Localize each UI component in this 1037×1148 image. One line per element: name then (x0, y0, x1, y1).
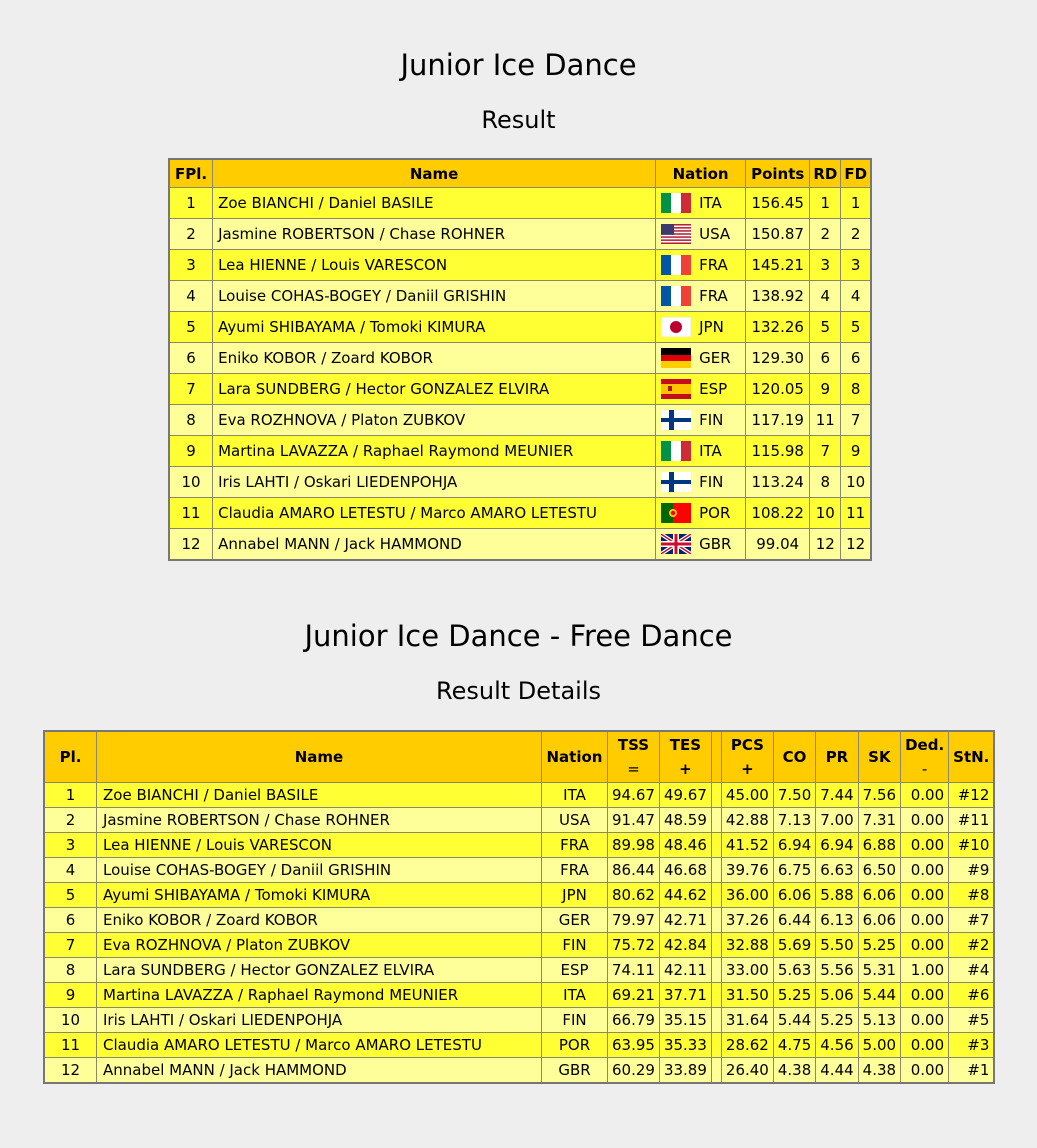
nation-cell: FIN (542, 1008, 608, 1033)
points-cell: 156.45 (746, 188, 810, 219)
pr-cell: 5.88 (816, 883, 858, 908)
fpl-cell: 12 (169, 529, 213, 561)
pcs-cell: 41.52 (721, 833, 773, 858)
co-cell: 4.75 (773, 1033, 815, 1058)
pr-cell: 4.44 (816, 1058, 858, 1084)
fd-cell: 7 (841, 405, 871, 436)
stn-cell: #2 (949, 933, 995, 958)
nation-cell (656, 343, 746, 374)
pr-cell: 6.63 (816, 858, 858, 883)
nation-cell: ITA (542, 783, 608, 808)
tes-label: TES (669, 736, 702, 754)
name-cell: Iris LAHTI / Oskari LIEDENPOHJA (97, 1008, 542, 1033)
nation-code: JPN (699, 318, 724, 336)
tss-cell: 63.95 (608, 1033, 660, 1058)
nation-cell: GER (542, 908, 608, 933)
table-row (169, 250, 871, 281)
fpl-cell: 4 (169, 281, 213, 312)
fpl-cell: 7 (169, 374, 213, 405)
tss-cell: 80.62 (608, 883, 660, 908)
header-tes (659, 731, 711, 783)
header-ded (901, 731, 949, 783)
spain-flag-icon (661, 379, 691, 399)
spacer-cell (711, 983, 721, 1008)
sk-cell: 5.25 (858, 933, 900, 958)
name-cell: Eniko KOBOR / Zoard KOBOR (97, 908, 542, 933)
pr-cell: 5.56 (816, 958, 858, 983)
fpl-cell: 11 (169, 498, 213, 529)
tes-cell: 42.84 (659, 933, 711, 958)
tss-cell: 89.98 (608, 833, 660, 858)
table-row (169, 374, 871, 405)
co-cell: 5.69 (773, 933, 815, 958)
name-cell: Zoe BIANCHI / Daniel BASILE (213, 188, 656, 219)
result-subtitle: Result (481, 106, 556, 134)
table-row (169, 312, 871, 343)
table-row (169, 188, 871, 219)
table-row (44, 858, 994, 883)
sk-cell: 6.06 (858, 908, 900, 933)
japan-flag-icon (661, 317, 691, 337)
points-cell: 132.26 (746, 312, 810, 343)
spacer-cell (711, 833, 721, 858)
table-row (169, 219, 871, 250)
rd-cell: 6 (810, 343, 841, 374)
header-nation: Nation (656, 159, 746, 188)
tss-cell: 86.44 (608, 858, 660, 883)
fd-cell: 3 (841, 250, 871, 281)
table-row (169, 436, 871, 467)
portugal-flag-icon (661, 503, 691, 523)
pl-cell: 11 (44, 1033, 97, 1058)
points-cell: 129.30 (746, 343, 810, 374)
nation-cell: FIN (542, 933, 608, 958)
points-cell: 138.92 (746, 281, 810, 312)
stn-cell: #5 (949, 1008, 995, 1033)
table-row (44, 808, 994, 833)
tss-cell: 91.47 (608, 808, 660, 833)
fd-cell: 8 (841, 374, 871, 405)
co-cell: 5.25 (773, 983, 815, 1008)
sk-cell: 4.38 (858, 1058, 900, 1084)
spacer-cell (711, 933, 721, 958)
tes-cell: 33.89 (659, 1058, 711, 1084)
pcs-cell: 37.26 (721, 908, 773, 933)
ded-cell: 0.00 (901, 783, 949, 808)
name-cell: Annabel MANN / Jack HAMMOND (213, 529, 656, 561)
page-title: Junior Ice Dance (400, 48, 637, 82)
fd-cell: 12 (841, 529, 871, 561)
nation-cell: USA (542, 808, 608, 833)
fd-cell: 5 (841, 312, 871, 343)
table-row (44, 908, 994, 933)
pl-cell: 3 (44, 833, 97, 858)
pcs-cell: 45.00 (721, 783, 773, 808)
fd-cell: 1 (841, 188, 871, 219)
nation-cell (656, 250, 746, 281)
usa-flag-icon (661, 224, 691, 244)
fd-cell: 10 (841, 467, 871, 498)
nation-cell: ITA (542, 983, 608, 1008)
nation-cell (656, 529, 746, 561)
ded-cell: 0.00 (901, 983, 949, 1008)
tss-cell: 94.67 (608, 783, 660, 808)
header-name: Name (213, 159, 656, 188)
table-row (44, 1033, 994, 1058)
pl-cell: 6 (44, 908, 97, 933)
stn-cell: #6 (949, 983, 995, 1008)
sk-cell: 6.06 (858, 883, 900, 908)
finland-flag-icon (661, 472, 691, 492)
header-rd: RD (810, 159, 841, 188)
table-row (169, 405, 871, 436)
pcs-op: + (741, 760, 754, 778)
name-cell: Eva ROZHNOVA / Platon ZUBKOV (97, 933, 542, 958)
pcs-cell: 31.50 (721, 983, 773, 1008)
header-pl: Pl. (44, 731, 97, 783)
pl-cell: 8 (44, 958, 97, 983)
sk-cell: 5.00 (858, 1033, 900, 1058)
rd-cell: 8 (810, 467, 841, 498)
nation-code: FRA (699, 287, 728, 305)
header-sk: SK (858, 731, 900, 783)
table-row (169, 343, 871, 374)
name-cell: Lea HIENNE / Louis VARESCON (213, 250, 656, 281)
name-cell: Ayumi SHIBAYAMA / Tomoki KIMURA (213, 312, 656, 343)
name-cell: Louise COHAS-BOGEY / Daniil GRISHIN (213, 281, 656, 312)
name-cell: Ayumi SHIBAYAMA / Tomoki KIMURA (97, 883, 542, 908)
nation-cell: GBR (542, 1058, 608, 1084)
spacer-cell (711, 783, 721, 808)
pl-cell: 5 (44, 883, 97, 908)
tes-cell: 37.71 (659, 983, 711, 1008)
header-fpl: FPl. (169, 159, 213, 188)
co-cell: 5.44 (773, 1008, 815, 1033)
fpl-cell: 6 (169, 343, 213, 374)
tss-cell: 74.11 (608, 958, 660, 983)
name-cell: Iris LAHTI / Oskari LIEDENPOHJA (213, 467, 656, 498)
pcs-cell: 42.88 (721, 808, 773, 833)
rd-cell: 9 (810, 374, 841, 405)
tss-cell: 60.29 (608, 1058, 660, 1084)
table-row (44, 883, 994, 908)
name-cell: Annabel MANN / Jack HAMMOND (97, 1058, 542, 1084)
pr-cell: 5.06 (816, 983, 858, 1008)
spacer-cell (711, 1058, 721, 1084)
nation-cell: POR (542, 1033, 608, 1058)
spacer-cell (711, 808, 721, 833)
tss-cell: 79.97 (608, 908, 660, 933)
nation-code: FRA (699, 256, 728, 274)
tes-cell: 42.71 (659, 908, 711, 933)
tes-cell: 48.59 (659, 808, 711, 833)
pcs-cell: 26.40 (721, 1058, 773, 1084)
rd-cell: 11 (810, 405, 841, 436)
nation-cell (656, 312, 746, 343)
nation-cell: ESP (542, 958, 608, 983)
nation-cell (656, 436, 746, 467)
rd-cell: 4 (810, 281, 841, 312)
name-cell: Lara SUNDBERG / Hector GONZALEZ ELVIRA (97, 958, 542, 983)
ded-cell: 0.00 (901, 833, 949, 858)
tes-op: + (679, 760, 692, 778)
ded-cell: 0.00 (901, 1008, 949, 1033)
spacer-cell (711, 1033, 721, 1058)
italy-flag-icon (661, 441, 691, 461)
pr-cell: 5.25 (816, 1008, 858, 1033)
name-cell: Martina LAVAZZA / Raphael Raymond MEUNIER (213, 436, 656, 467)
tes-cell: 42.11 (659, 958, 711, 983)
pl-cell: 12 (44, 1058, 97, 1084)
co-cell: 5.63 (773, 958, 815, 983)
header-spacer (711, 731, 721, 783)
table-row (44, 833, 994, 858)
tes-cell: 48.46 (659, 833, 711, 858)
ded-cell: 1.00 (901, 958, 949, 983)
stn-cell: #3 (949, 1033, 995, 1058)
stn-cell: #12 (949, 783, 995, 808)
ded-cell: 0.00 (901, 858, 949, 883)
fpl-cell: 10 (169, 467, 213, 498)
table-row (169, 498, 871, 529)
sk-cell: 6.50 (858, 858, 900, 883)
pcs-cell: 36.00 (721, 883, 773, 908)
table-row (44, 1058, 994, 1084)
nation-cell: JPN (542, 883, 608, 908)
name-cell: Louise COHAS-BOGEY / Daniil GRISHIN (97, 858, 542, 883)
name-cell: Jasmine ROBERTSON / Chase ROHNER (213, 219, 656, 250)
header-points: Points (746, 159, 810, 188)
header-tss (608, 731, 660, 783)
spacer-cell (711, 858, 721, 883)
pr-cell: 4.56 (816, 1033, 858, 1058)
fpl-cell: 8 (169, 405, 213, 436)
fpl-cell: 9 (169, 436, 213, 467)
nation-cell (656, 188, 746, 219)
fd-cell: 11 (841, 498, 871, 529)
header-fd: FD (841, 159, 871, 188)
ded-cell: 0.00 (901, 1058, 949, 1084)
pl-cell: 7 (44, 933, 97, 958)
points-cell: 108.22 (746, 498, 810, 529)
nation-cell: FRA (542, 833, 608, 858)
details-header-row (44, 731, 994, 783)
germany-flag-icon (661, 348, 691, 368)
fpl-cell: 1 (169, 188, 213, 219)
tes-cell: 46.68 (659, 858, 711, 883)
pcs-cell: 28.62 (721, 1033, 773, 1058)
ded-cell: 0.00 (901, 933, 949, 958)
fpl-cell: 2 (169, 219, 213, 250)
pr-cell: 6.94 (816, 833, 858, 858)
ded-cell: 0.00 (901, 883, 949, 908)
pl-cell: 9 (44, 983, 97, 1008)
tss-cell: 75.72 (608, 933, 660, 958)
nation-cell (656, 374, 746, 405)
uk-flag-icon (661, 534, 691, 554)
co-cell: 6.75 (773, 858, 815, 883)
italy-flag-icon (661, 193, 691, 213)
stn-cell: #8 (949, 883, 995, 908)
nation-code: FIN (699, 411, 724, 429)
tss-label: TSS (617, 736, 650, 754)
stn-cell: #7 (949, 908, 995, 933)
rd-cell: 5 (810, 312, 841, 343)
co-cell: 4.38 (773, 1058, 815, 1084)
result-details-subtitle: Result Details (436, 677, 601, 705)
co-cell: 6.94 (773, 833, 815, 858)
pl-cell: 10 (44, 1008, 97, 1033)
sk-cell: 7.56 (858, 783, 900, 808)
table-row (44, 1008, 994, 1033)
fd-cell: 2 (841, 219, 871, 250)
sk-cell: 5.44 (858, 983, 900, 1008)
ded-cell: 0.00 (901, 1033, 949, 1058)
tes-cell: 35.33 (659, 1033, 711, 1058)
header-co: CO (773, 731, 815, 783)
points-cell: 99.04 (746, 529, 810, 561)
ded-cell: 0.00 (901, 808, 949, 833)
tss-cell: 66.79 (608, 1008, 660, 1033)
co-cell: 6.06 (773, 883, 815, 908)
header-name: Name (97, 731, 542, 783)
stn-cell: #1 (949, 1058, 995, 1084)
fpl-cell: 3 (169, 250, 213, 281)
nation-cell (656, 405, 746, 436)
table-row (169, 281, 871, 312)
nation-code: POR (699, 504, 731, 522)
pcs-label: PCS (730, 736, 764, 754)
stn-cell: #9 (949, 858, 995, 883)
spacer-cell (711, 958, 721, 983)
rd-cell: 10 (810, 498, 841, 529)
name-cell: Claudia AMARO LETESTU / Marco AMARO LETESTU (97, 1033, 542, 1058)
name-cell: Eniko KOBOR / Zoard KOBOR (213, 343, 656, 374)
pcs-cell: 33.00 (721, 958, 773, 983)
result-table (168, 158, 872, 561)
ded-op: - (921, 760, 928, 778)
nation-code: ITA (699, 442, 722, 460)
nation-cell (656, 219, 746, 250)
spacer-cell (711, 1008, 721, 1033)
table-row (44, 983, 994, 1008)
co-cell: 6.44 (773, 908, 815, 933)
nation-code: GER (699, 349, 731, 367)
stn-cell: #4 (949, 958, 995, 983)
pr-cell: 7.44 (816, 783, 858, 808)
sk-cell: 5.31 (858, 958, 900, 983)
rd-cell: 12 (810, 529, 841, 561)
tes-cell: 35.15 (659, 1008, 711, 1033)
name-cell: Zoe BIANCHI / Daniel BASILE (97, 783, 542, 808)
pr-cell: 6.13 (816, 908, 858, 933)
sk-cell: 7.31 (858, 808, 900, 833)
pr-cell: 5.50 (816, 933, 858, 958)
name-cell: Claudia AMARO LETESTU / Marco AMARO LETESTU (213, 498, 656, 529)
rd-cell: 1 (810, 188, 841, 219)
tes-cell: 44.62 (659, 883, 711, 908)
finland-flag-icon (661, 410, 691, 430)
pl-cell: 2 (44, 808, 97, 833)
header-stn: StN. (949, 731, 995, 783)
name-cell: Lara SUNDBERG / Hector GONZALEZ ELVIRA (213, 374, 656, 405)
nation-cell (656, 467, 746, 498)
co-cell: 7.13 (773, 808, 815, 833)
points-cell: 120.05 (746, 374, 810, 405)
points-cell: 145.21 (746, 250, 810, 281)
header-pr: PR (816, 731, 858, 783)
fd-cell: 4 (841, 281, 871, 312)
nation-cell (656, 498, 746, 529)
france-flag-icon (661, 286, 691, 306)
co-cell: 7.50 (773, 783, 815, 808)
spacer-cell (711, 883, 721, 908)
table-row (44, 783, 994, 808)
pl-cell: 4 (44, 858, 97, 883)
ded-cell: 0.00 (901, 908, 949, 933)
nation-code: FIN (699, 473, 724, 491)
name-cell: Martina LAVAZZA / Raphael Raymond MEUNIER (97, 983, 542, 1008)
free-dance-title: Junior Ice Dance - Free Dance (304, 619, 733, 653)
nation-cell: FRA (542, 858, 608, 883)
pl-cell: 1 (44, 783, 97, 808)
points-cell: 113.24 (746, 467, 810, 498)
table-row (44, 933, 994, 958)
stn-cell: #11 (949, 808, 995, 833)
points-cell: 117.19 (746, 405, 810, 436)
name-cell: Eva ROZHNOVA / Platon ZUBKOV (213, 405, 656, 436)
france-flag-icon (661, 255, 691, 275)
pcs-cell: 31.64 (721, 1008, 773, 1033)
header-pcs (721, 731, 773, 783)
points-cell: 150.87 (746, 219, 810, 250)
nation-code: USA (699, 225, 731, 243)
pcs-cell: 39.76 (721, 858, 773, 883)
fd-cell: 6 (841, 343, 871, 374)
pr-cell: 7.00 (816, 808, 858, 833)
rd-cell: 7 (810, 436, 841, 467)
tss-op: = (627, 760, 640, 778)
nation-code: ITA (699, 194, 722, 212)
points-cell: 115.98 (746, 436, 810, 467)
header-nation: Nation (542, 731, 608, 783)
fpl-cell: 5 (169, 312, 213, 343)
nation-cell (656, 281, 746, 312)
nation-code: ESP (699, 380, 728, 398)
name-cell: Lea HIENNE / Louis VARESCON (97, 833, 542, 858)
result-details-table (43, 730, 995, 1084)
ded-label: Ded. (905, 736, 945, 754)
name-cell: Jasmine ROBERTSON / Chase ROHNER (97, 808, 542, 833)
fd-cell: 9 (841, 436, 871, 467)
sk-cell: 6.88 (858, 833, 900, 858)
rd-cell: 3 (810, 250, 841, 281)
result-header-row (169, 159, 871, 188)
table-row (169, 529, 871, 561)
table-row (44, 958, 994, 983)
tes-cell: 49.67 (659, 783, 711, 808)
rd-cell: 2 (810, 219, 841, 250)
table-row (169, 467, 871, 498)
tss-cell: 69.21 (608, 983, 660, 1008)
nation-code: GBR (699, 535, 732, 553)
spacer-cell (711, 908, 721, 933)
sk-cell: 5.13 (858, 1008, 900, 1033)
stn-cell: #10 (949, 833, 995, 858)
pcs-cell: 32.88 (721, 933, 773, 958)
